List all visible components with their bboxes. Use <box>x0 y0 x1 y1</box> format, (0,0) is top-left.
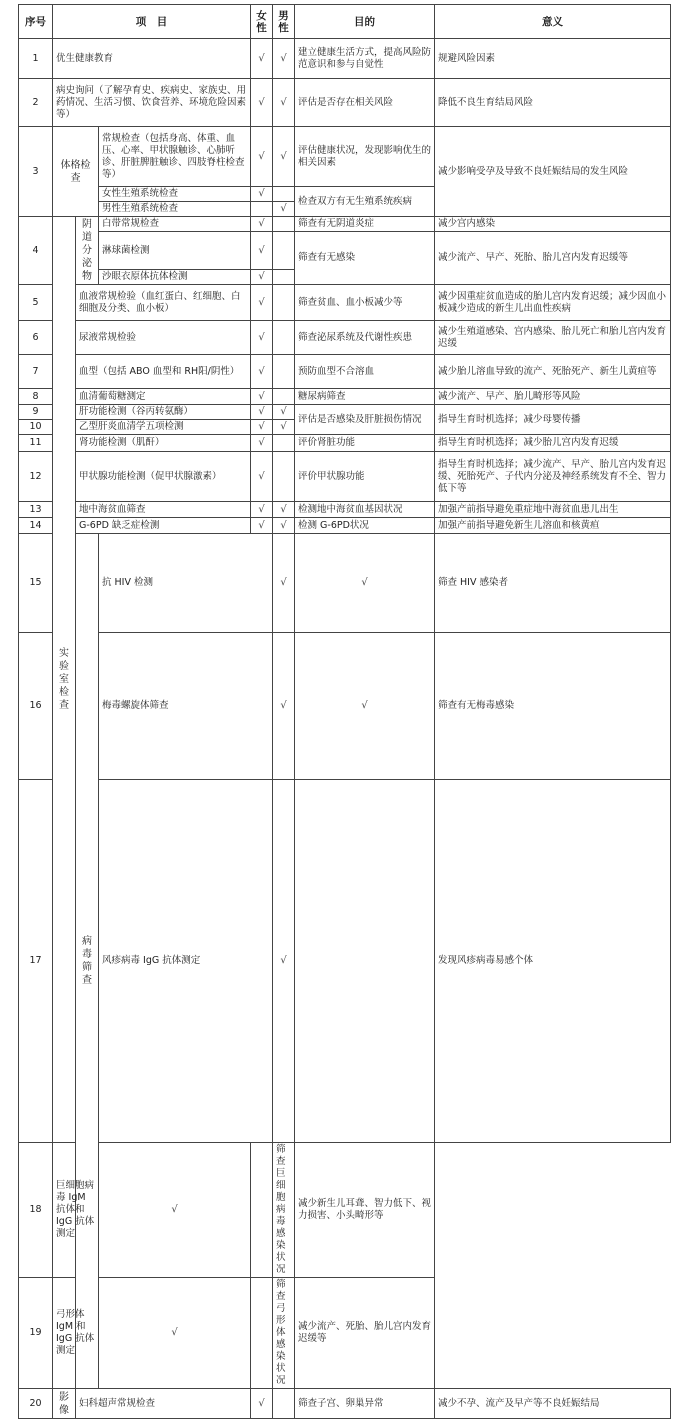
male-check <box>273 232 295 270</box>
male-check <box>273 389 295 405</box>
female-check: √ <box>251 420 273 435</box>
row-purpose: 建立健康生活方式，提高风险防范意识和参与自觉性 <box>295 39 435 79</box>
table-row <box>19 1278 671 1389</box>
row-item: 女性生殖系统检查 <box>99 187 251 202</box>
row-no: 5 <box>19 285 53 321</box>
group-secretion: 阴道分泌物 <box>76 217 99 285</box>
row-no: 9 <box>19 405 53 420</box>
row-item: 优生健康教育 <box>53 39 251 79</box>
table-row <box>19 405 671 420</box>
row-item: 男性生殖系统检查 <box>99 202 251 217</box>
table-row <box>19 355 671 389</box>
female-check: √ <box>251 217 273 232</box>
header-meaning: 意义 <box>435 5 671 39</box>
row-meaning: 指导生育时机选择；减少流产、早产、胎儿宫内发育迟缓、死胎死产、子代内分泌及神经系统发育不全、智力低下等 <box>435 452 671 502</box>
row-meaning: 减少生殖道感染、宫内感染、胎儿死亡和胎儿宫内发育迟缓 <box>435 321 671 355</box>
female-check: √ <box>251 452 273 502</box>
row-item: 梅毒螺旋体筛查 <box>99 633 273 780</box>
row-purpose: 筛查子宫、卵巢异常 <box>295 1389 435 1419</box>
row-item: 常规检查（包括身高、体重、血压、心率、甲状腺触诊、心肺听诊、肝脏脾脏触诊、四肢脊柱检查等） <box>99 127 251 187</box>
male-check: √ <box>273 405 295 420</box>
table-row <box>19 1143 671 1278</box>
row-meaning: 加强产前指导避免重症地中海贫血患儿出生 <box>435 502 671 518</box>
header-no: 序号 <box>19 5 53 39</box>
table-row <box>19 1389 671 1419</box>
row-meaning: 减少因重症贫血造成的胎儿宫内发育迟缓；减少因血小板减少造成的新生儿出血性疾病 <box>435 285 671 321</box>
table-row <box>19 435 671 452</box>
table-row <box>19 780 671 1143</box>
male-check <box>273 321 295 355</box>
group-imaging: 影像 <box>53 1389 76 1419</box>
row-item: 巨细胞病毒 IgM 抗体和 IgG 抗体测定 <box>53 1143 99 1278</box>
row-item: 地中海贫血筛查 <box>76 502 251 518</box>
female-check: √ <box>99 1278 251 1389</box>
row-meaning: 规避风险因素 <box>435 39 671 79</box>
row-purpose: 评估是否存在相关风险 <box>295 79 435 127</box>
row-no: 19 <box>19 1278 53 1389</box>
row-item: 病史询问（了解孕育史、疾病史、家族史、用药情况、生活习惯、饮食营养、环境危险因素等） <box>53 79 251 127</box>
group-virus: 病毒筛查 <box>76 534 99 1389</box>
row-purpose: 筛查贫血、血小板减少等 <box>295 285 435 321</box>
female-check: √ <box>251 232 273 270</box>
row-no: 4 <box>19 217 53 285</box>
male-check <box>273 217 295 232</box>
row-meaning: 减少流产、早产、胎儿畸形等风险 <box>435 389 671 405</box>
table-row <box>19 502 671 518</box>
row-meaning: 减少宫内感染 <box>435 217 671 232</box>
row-purpose: 预防血型不合溶血 <box>295 355 435 389</box>
table-row <box>19 79 671 127</box>
male-check <box>273 187 295 202</box>
male-check: √ <box>273 127 295 187</box>
row-purpose: 检测地中海贫血基因状况 <box>295 502 435 518</box>
table-row <box>19 633 671 780</box>
row-purpose: 筛查有无阴道炎症 <box>295 217 435 232</box>
row-no: 13 <box>19 502 53 518</box>
row-meaning: 指导生育时机选择；减少胎儿宫内发育迟缓 <box>435 435 671 452</box>
row-item: 淋球菌检测 <box>99 232 251 270</box>
row-no: 6 <box>19 321 53 355</box>
row-no: 17 <box>19 780 53 1143</box>
female-check: √ <box>251 435 273 452</box>
row-purpose: 评估是否感染及肝脏损伤情况 <box>295 405 435 435</box>
female-check: √ <box>251 502 273 518</box>
row-meaning: 指导生育时机选择；减少母婴传播 <box>435 405 671 435</box>
row-no: 8 <box>19 389 53 405</box>
table-row <box>19 217 671 232</box>
row-purpose: 筛查弓形体感染状况 <box>273 1278 295 1389</box>
row-no: 1 <box>19 39 53 79</box>
female-check: √ <box>251 127 273 187</box>
row-no: 18 <box>19 1143 53 1278</box>
female-check: √ <box>251 355 273 389</box>
table-row <box>19 39 671 79</box>
row-item: 血清葡萄糖测定 <box>76 389 251 405</box>
header-item: 项 目 <box>53 5 251 39</box>
female-check: √ <box>251 79 273 127</box>
row-purpose: 筛查 HIV 感染者 <box>435 534 671 633</box>
row-item: 白带常规检查 <box>99 217 251 232</box>
female-check: √ <box>251 405 273 420</box>
male-check <box>273 270 295 285</box>
header-male: 男性 <box>273 5 295 39</box>
row-item: 血液常规检验（血红蛋白、红细胞、白细胞及分类、血小板） <box>76 285 251 321</box>
male-check: √ <box>295 534 435 633</box>
header-row <box>19 5 671 39</box>
row-purpose: 评估健康状况，发现影响优生的相关因素 <box>295 127 435 187</box>
row-item: 妇科超声常规检查 <box>76 1389 251 1419</box>
male-check <box>273 285 295 321</box>
row-no: 16 <box>19 633 53 780</box>
row-meaning: 减少流产、死胎、胎儿宫内发育迟缓等 <box>295 1278 435 1389</box>
row-purpose: 检测 G-6PD状况 <box>295 518 435 534</box>
male-check <box>273 355 295 389</box>
table-row <box>19 232 671 270</box>
female-check: √ <box>251 39 273 79</box>
female-check: √ <box>251 321 273 355</box>
female-check: √ <box>273 780 295 1143</box>
male-check: √ <box>273 518 295 534</box>
female-check: √ <box>251 518 273 534</box>
table-container <box>18 4 671 1419</box>
row-purpose: 筛查有无感染 <box>295 232 435 285</box>
male-check: √ <box>295 633 435 780</box>
group-lab: 实验室检查 <box>53 217 76 1143</box>
row-item: 甲状腺功能检测（促甲状腺激素） <box>76 452 251 502</box>
table-row <box>19 127 671 187</box>
row-no: 11 <box>19 435 53 452</box>
female-check: √ <box>251 389 273 405</box>
male-check <box>251 1143 273 1278</box>
row-purpose: 筛查有无梅毒感染 <box>435 633 671 780</box>
row-purpose: 糖尿病筛查 <box>295 389 435 405</box>
female-check: √ <box>99 1143 251 1278</box>
row-item: 尿液常规检验 <box>76 321 251 355</box>
male-check <box>251 1278 273 1389</box>
row-no: 15 <box>19 534 53 633</box>
row-no: 10 <box>19 420 53 435</box>
row-meaning: 降低不良生育结局风险 <box>435 79 671 127</box>
male-check: √ <box>273 39 295 79</box>
row-purpose: 检查双方有无生殖系统疾病 <box>295 187 435 217</box>
row-meaning: 减少流产、早产、死胎、胎儿宫内发育迟缓等 <box>435 232 671 285</box>
male-check: √ <box>273 420 295 435</box>
row-item: 抗 HIV 检测 <box>99 534 273 633</box>
row-item: G-6PD 缺乏症检测 <box>76 518 251 534</box>
row-meaning: 加强产前指导避免新生儿溶血和核黄疸 <box>435 518 671 534</box>
row-purpose: 评价肾脏功能 <box>295 435 435 452</box>
row-purpose: 发现风疹病毒易感个体 <box>435 780 671 1143</box>
female-check: √ <box>273 633 295 780</box>
female-check: √ <box>251 285 273 321</box>
row-no: 14 <box>19 518 53 534</box>
row-item: 肾功能检测（肌酐） <box>76 435 251 452</box>
female-check: √ <box>251 270 273 285</box>
female-check <box>251 202 273 217</box>
male-check <box>295 780 435 1143</box>
header-female: 女性 <box>251 5 273 39</box>
row-no: 20 <box>19 1389 53 1419</box>
row-meaning: 减少新生儿耳聋、智力低下、视力损害、小头畸形等 <box>295 1143 435 1278</box>
male-check <box>273 452 295 502</box>
row-purpose: 评价甲状腺功能 <box>295 452 435 502</box>
row-item: 弓形体 IgM 和 IgG 抗体测定 <box>53 1278 99 1389</box>
row-item: 肝功能检测（谷丙转氨酶） <box>76 405 251 420</box>
row-no: 2 <box>19 79 53 127</box>
table-row <box>19 518 671 534</box>
table-row <box>19 389 671 405</box>
table-row <box>19 452 671 502</box>
male-check: √ <box>273 502 295 518</box>
male-check <box>273 435 295 452</box>
female-check: √ <box>251 1389 273 1419</box>
row-no: 7 <box>19 355 53 389</box>
female-check: √ <box>251 187 273 202</box>
row-item: 沙眼衣原体抗体检测 <box>99 270 251 285</box>
row-no: 3 <box>19 127 53 217</box>
table-row <box>19 534 671 633</box>
row-purpose: 筛查泌尿系统及代谢性疾患 <box>295 321 435 355</box>
row-meaning: 减少影响受孕及导致不良妊娠结局的发生风险 <box>435 127 671 217</box>
header-purpose: 目的 <box>295 5 435 39</box>
row-meaning: 减少胎儿溶血导致的流产、死胎死产、新生儿黄疸等 <box>435 355 671 389</box>
female-check: √ <box>273 534 295 633</box>
male-check: √ <box>273 79 295 127</box>
row-item: 血型（包括 ABO 血型和 RH阳/阴性） <box>76 355 251 389</box>
checkup-table <box>18 4 671 1419</box>
row-meaning: 减少不孕、流产及早产等不良妊娠结局 <box>435 1389 671 1419</box>
male-check <box>273 1389 295 1419</box>
male-check: √ <box>273 202 295 217</box>
group-physical: 体格检查 <box>53 127 99 217</box>
table-row <box>19 321 671 355</box>
row-item: 乙型肝炎血清学五项检测 <box>76 420 251 435</box>
row-no: 12 <box>19 452 53 502</box>
table-row <box>19 285 671 321</box>
row-item: 风疹病毒 IgG 抗体测定 <box>99 780 273 1143</box>
row-purpose: 筛查巨细胞病毒感染状况 <box>273 1143 295 1278</box>
